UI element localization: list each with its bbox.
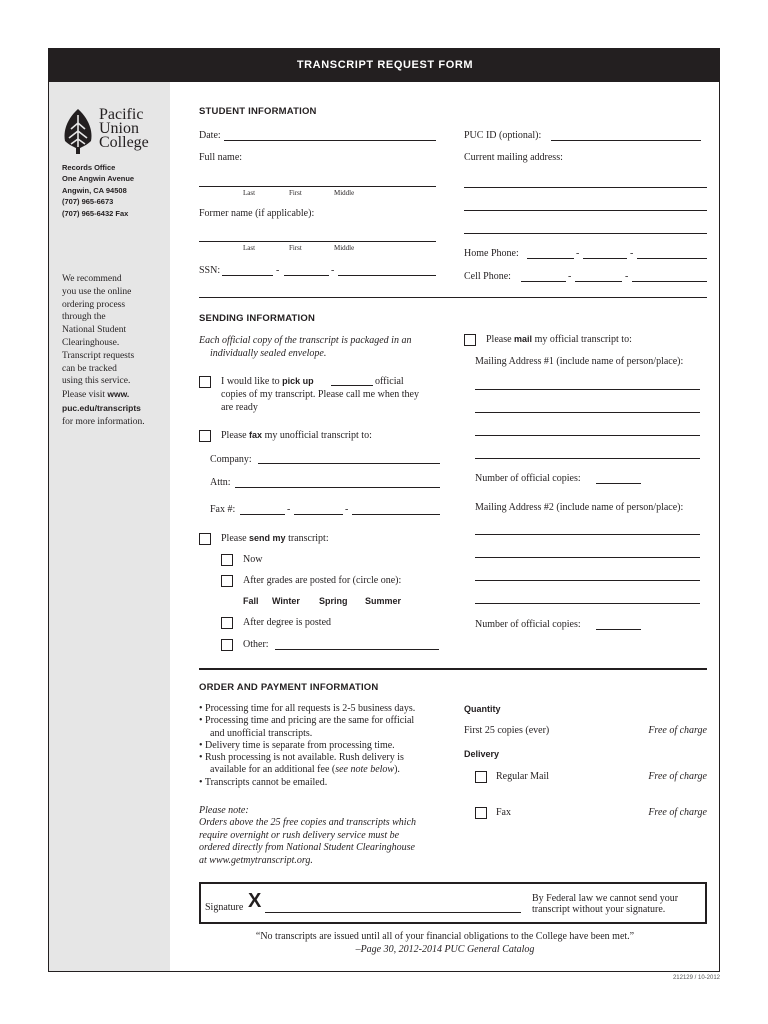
send-text: transcript: [288, 533, 329, 544]
send-my-option [221, 533, 329, 544]
records-address [62, 162, 134, 219]
puc-id-label: PUC ID (optional): [464, 130, 542, 141]
mailing-address-1-line[interactable] [475, 458, 700, 459]
date-label: Date: [199, 130, 221, 141]
last-caption: Last [243, 244, 256, 252]
leaf-logo-icon [61, 107, 95, 155]
copies-1-field[interactable] [596, 483, 641, 484]
rec-line: for more information. [62, 416, 145, 427]
other-label: Other: [243, 639, 269, 650]
fax-delivery-checkbox[interactable] [475, 807, 487, 819]
address-line: (707) 965-6673 [62, 197, 114, 207]
former-name-label: Former name (if applicable): [199, 208, 315, 219]
term-spring[interactable]: Spring [319, 596, 348, 606]
pick-up-copies-field[interactable] [331, 385, 373, 386]
fax-bold: fax [249, 430, 263, 440]
note-line: ordered directly from National Student Clearinghouse [199, 842, 415, 854]
regular-mail-label: Regular Mail [496, 771, 550, 782]
mail-checkbox[interactable] [464, 334, 476, 346]
bullet-item [199, 728, 415, 740]
dash: - [331, 265, 335, 276]
mailing-address-2-label: Mailing Address #2 (include name of person/place): [475, 502, 684, 513]
catalog-citation: –Page 30, 2012-2014 PUC General Catalog [355, 944, 535, 955]
copies-1-label: Number of official copies: [475, 473, 581, 484]
term-fall[interactable]: Fall [243, 596, 259, 606]
bullet-text: Rush processing is not available. Rush delivery is [205, 752, 404, 764]
sidebar [49, 82, 170, 971]
send-text: Please [221, 533, 247, 544]
mailing-address-2-line[interactable] [475, 580, 700, 581]
rec-url[interactable]: puc.edu/transcripts [62, 402, 141, 413]
form-main [170, 82, 720, 971]
bullet-text: and unofficial transcripts. [210, 727, 313, 739]
bullet-text: Processing time for all requests is 2-5 business days. [205, 703, 416, 714]
fax-delivery-label: Fax [496, 807, 511, 818]
pick-up-text: I would like to [221, 376, 280, 387]
fax-text: my unofficial transcript to: [264, 430, 372, 441]
fax-number-area[interactable] [240, 514, 285, 515]
after-grades-label: After grades are posted for (circle one): [243, 575, 402, 586]
pick-up-checkbox[interactable] [199, 376, 211, 388]
note-line: Please note: [199, 805, 249, 816]
dash: - [625, 271, 629, 282]
attn-label: Attn: [210, 477, 231, 488]
send-bold: send my [249, 533, 286, 543]
logo-line-1: Pacific [99, 106, 144, 123]
section-divider [199, 297, 707, 298]
pick-up-text: are ready [221, 402, 258, 413]
mail-option [486, 334, 632, 345]
date-field[interactable] [224, 140, 436, 141]
address-line: Angwin, CA 94508 [62, 185, 127, 195]
section-heading-sending: SENDING INFORMATION [199, 313, 316, 324]
after-degree-label: After degree is posted [243, 617, 332, 628]
law-line: transcript without your signature. [532, 904, 666, 915]
dash: - [568, 271, 572, 282]
former-name-field[interactable] [199, 241, 436, 242]
full-name-label: Full name: [199, 152, 243, 163]
dash: - [345, 504, 349, 515]
full-name-field[interactable] [199, 186, 436, 187]
first-caption: First [289, 189, 302, 197]
signature-x-mark: X [248, 890, 262, 912]
sealed-envelope-note: Each official copy of the transcript is packaged in an [199, 335, 412, 346]
ssn-part-1[interactable] [222, 275, 273, 276]
middle-caption: Middle [334, 189, 355, 197]
bullet-text: Transcripts cannot be emailed. [204, 776, 328, 788]
company-field[interactable] [258, 463, 440, 464]
puc-id-field[interactable] [551, 140, 701, 141]
bullet-item: • Processing time and pricing are the same for official [199, 715, 415, 727]
dash: - [630, 248, 634, 259]
rec-url[interactable]: www. [107, 389, 130, 400]
free-of-charge: Free of charge [648, 807, 707, 818]
home-phone-area[interactable] [527, 258, 574, 259]
other-field[interactable] [275, 649, 439, 650]
cell-phone-line[interactable] [632, 281, 707, 282]
form-code: 212129 / 10-2012 [672, 975, 720, 981]
rec-line: National Student [62, 325, 127, 336]
please-note [199, 805, 416, 867]
cell-phone-prefix[interactable] [575, 281, 622, 282]
term-summer[interactable]: Summer [365, 596, 402, 606]
fax-number-prefix[interactable] [294, 514, 343, 515]
mailing-address-line-3[interactable] [464, 233, 707, 234]
free-of-charge: Free of charge [648, 771, 707, 782]
bullet-item [199, 764, 415, 776]
mailing-address-1-label: Mailing Address #1 (include name of person/place): [475, 356, 684, 367]
signature-field[interactable] [265, 912, 521, 913]
law-line: By Federal law we cannot send your [532, 893, 679, 904]
rec-line: ordering process [62, 299, 126, 310]
send-my-checkbox[interactable] [199, 533, 211, 545]
mailing-address-1-line[interactable] [475, 412, 700, 413]
mailing-address-line-1[interactable] [464, 187, 707, 188]
mailing-address-1-line[interactable] [475, 435, 700, 436]
bullet-text: Processing time and pricing are the same for official [205, 715, 415, 727]
address-line: Records Office [62, 163, 116, 172]
attn-field[interactable] [235, 487, 440, 488]
now-checkbox[interactable] [221, 554, 233, 566]
first-caption: First [289, 244, 302, 252]
ssn-part-2[interactable] [284, 275, 329, 276]
note-line: require overnight or rush delivery service must be [199, 829, 400, 841]
logo-line-2: Union [99, 120, 139, 137]
copies-2-label: Number of official copies: [475, 619, 581, 630]
pick-up-text: copies of my transcript. Please call me when they [221, 389, 419, 400]
fax-number-line[interactable] [352, 514, 440, 515]
mailing-address-2-line[interactable] [475, 603, 700, 604]
ssn-part-3[interactable] [338, 275, 436, 276]
pick-up-bold: pick up [282, 376, 314, 386]
form-frame [48, 48, 720, 972]
rec-line: you use the online [62, 286, 132, 297]
rec-line: through the [62, 312, 106, 323]
ssn-label: SSN: [199, 265, 221, 276]
company-label: Company: [210, 454, 252, 465]
logo-line-3: College [99, 134, 149, 151]
middle-caption: Middle [334, 244, 355, 252]
pick-up-option [221, 376, 314, 387]
mailing-address-2-line[interactable] [475, 557, 700, 558]
bullet-text: Delivery time is separate from processing time. [205, 739, 395, 751]
rec-line: Transcript requests [62, 350, 135, 361]
delivery-heading: Delivery [464, 749, 500, 759]
section-heading-student: STUDENT INFORMATION [199, 106, 317, 117]
rec-line: We recommend [62, 274, 122, 284]
mail-text: my official transcript to: [534, 334, 632, 345]
note-line: Orders above the 25 free copies and transcripts which [199, 817, 417, 829]
bullet-item: • Delivery time is separate from processing time. [199, 739, 395, 751]
logo-wordmark [99, 108, 149, 150]
home-phone-prefix[interactable] [583, 258, 627, 259]
section-heading-order: ORDER AND PAYMENT INFORMATION [199, 682, 379, 693]
after-grades-checkbox[interactable] [221, 575, 233, 587]
address-line: One Angwin Avenue [62, 174, 135, 184]
cell-phone-area[interactable] [521, 281, 566, 282]
fax-checkbox[interactable] [199, 430, 211, 442]
copies-2-field[interactable] [596, 629, 641, 630]
mail-bold: mail [514, 334, 533, 344]
regular-mail-checkbox[interactable] [475, 771, 487, 783]
note-line: at www.getmytranscript.org. [199, 854, 313, 866]
address-line: (707) 965-6432 Fax [62, 208, 129, 218]
term-winter[interactable]: Winter [272, 596, 300, 606]
rec-line [62, 402, 145, 416]
fax-text: Please [221, 430, 247, 441]
now-label: Now [243, 554, 263, 565]
mailing-address-line-2[interactable] [464, 210, 707, 211]
after-degree-checkbox[interactable] [221, 617, 233, 629]
fax-option [221, 430, 372, 441]
federal-law-note [532, 893, 678, 915]
home-phone-line[interactable] [637, 258, 707, 259]
rec-line: Clearinghouse. [62, 337, 120, 348]
bullet-item: • Transcripts cannot be emailed. [199, 776, 328, 788]
sealed-envelope-note: individually sealed envelope. [210, 348, 327, 359]
home-phone-label: Home Phone: [464, 248, 519, 259]
rec-line: using this service. [62, 376, 131, 387]
rec-text: Please visit [62, 390, 106, 401]
order-bullets [199, 703, 415, 789]
dash: - [287, 504, 291, 515]
online-recommendation [62, 273, 145, 429]
quantity-heading: Quantity [464, 704, 501, 714]
fax-number-label: Fax #: [210, 504, 236, 515]
mailing-address-1-line[interactable] [475, 389, 700, 390]
pick-up-official: official [375, 376, 404, 387]
dash: - [576, 248, 580, 259]
other-checkbox[interactable] [221, 639, 233, 651]
dash: - [276, 265, 280, 276]
rec-line: can be tracked [62, 363, 117, 374]
signature-label: Signature [205, 902, 244, 913]
catalog-quote: “No transcripts are issued until all of your financial obligations to the College have been met.” [255, 931, 635, 942]
bullet-item: • Rush processing is not available. Rush delivery is [199, 752, 404, 764]
free-of-charge: Free of charge [648, 725, 707, 736]
mailing-address-2-line[interactable] [475, 534, 700, 535]
cell-phone-label: Cell Phone: [464, 271, 511, 282]
bullet-text: available for an additional fee ( [210, 764, 336, 776]
section-divider [199, 668, 707, 670]
form-title: TRANSCRIPT REQUEST FORM [49, 49, 720, 82]
first-25-label: First 25 copies (ever) [464, 725, 550, 736]
bullet-item: • Processing time for all requests is 2-5 business days. [199, 703, 416, 714]
bullet-text: ). [394, 764, 400, 776]
last-caption: Last [243, 189, 256, 197]
mailing-address-label: Current mailing address: [464, 152, 563, 163]
rec-line [62, 388, 145, 402]
bullet-text: see note below [335, 764, 395, 776]
mail-text: Please [486, 334, 512, 345]
